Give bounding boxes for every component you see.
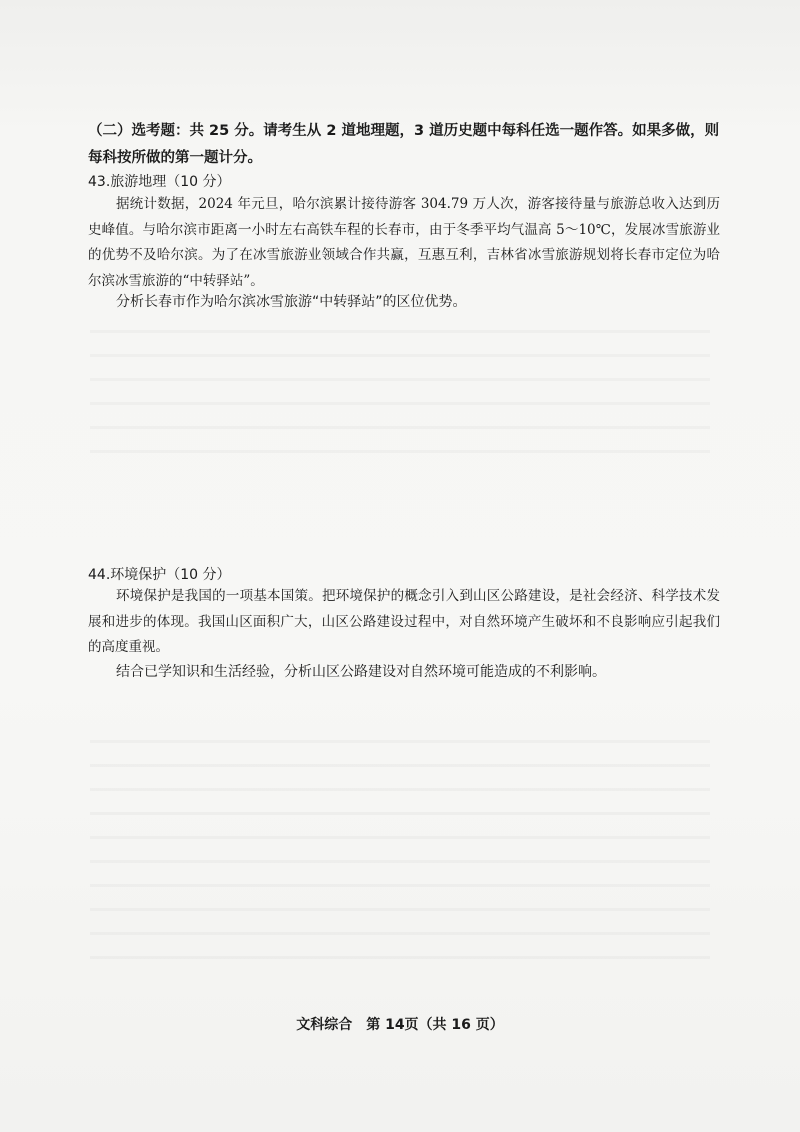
question-43-task: 分析长春市作为哈尔滨冰雪旅游“中转驿站”的区位优势。 [116, 294, 467, 310]
bleed-through-text [90, 330, 710, 460]
question-43-title: 43.旅游地理（10 分） [88, 174, 231, 190]
question-44-paragraph: 环境保护是我国的一项基本国策。把环境保护的概念引入到山区公路建设，是社会经济、科学技术发展和进步的体现。我国山区面积广大，山区公路建设过程中，对自然环境产生破坏和不良影响应引起我们的高度重视。 [88, 588, 720, 655]
page-footer: 文科综合 第 14页（共 16 页） [296, 1017, 504, 1033]
question-44-task: 结合已学知识和生活经验，分析山区公路建设对自然环境可能造成的不利影响。 [116, 664, 606, 680]
bleed-through-text-lower [90, 740, 710, 960]
section-header: （二）选考题：共 25 分。请考生从 2 道地理题，3 道历史题中每科任选一题作答。如果多做，则每科按所做的第一题计分。 [88, 123, 720, 166]
question-43-paragraph: 据统计数据，2024 年元旦，哈尔滨累计接待游客 304.79 万人次，游客接待量与旅游总收入达到历史峰值。与哈尔滨市距离一小时左右高铁车程的长春市，由于冬季平均气温高 5～10℃，发展冰雪旅游业的优势不及哈尔滨。为了在冰雪旅游业领域合作共赢，互惠互利，吉林省冰雪旅游规划将长春市定位为哈尔滨冰雪旅游的“中转驿站”。 [88, 196, 720, 289]
question-44-title: 44.环境保护（10 分） [88, 567, 231, 583]
